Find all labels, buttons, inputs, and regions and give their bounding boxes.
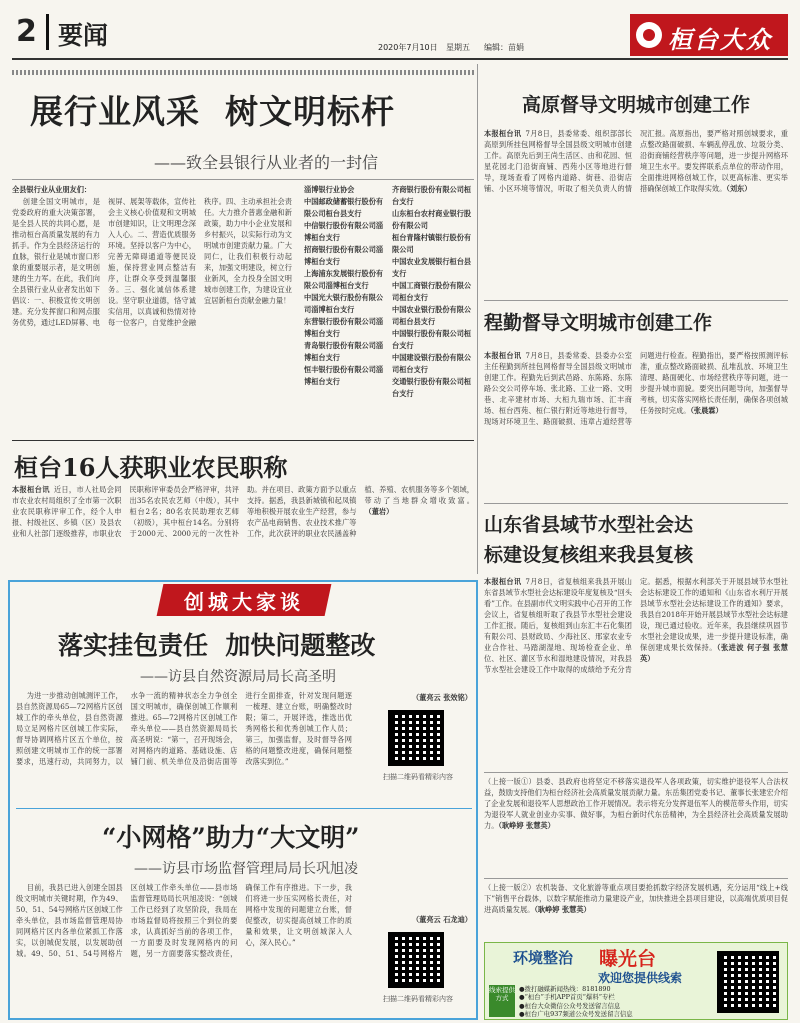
editor-name: 编辑：苗娟: [484, 43, 524, 52]
ad-contact-line: ●桓台大众微信公众号发送留言信息: [519, 1001, 621, 1010]
news1-title: 桓台16人获职业农民职称: [14, 453, 288, 482]
continuation-2: [484, 882, 788, 940]
article1-author: （董亮云 张效铭）: [411, 693, 472, 702]
article2-body: 目前，我县已进入创建全国县级文明城市关键时期，作为49、50、51、54号网格片区创城工作牵头单位，县市场监督管理局协同网格片区内各单位紧抓工作落实，以创城促发展，以发展助创城。49、50、51、54号网格片区创城工作牵头单位——县市场监督管理局局长巩旭凌说：“创城工作已经到了攻坚阶段，我局在市场监督局将按照三个到位的要求，认真抓好当前的各项工作，一方面要及时发现网格内的问题，另一方面要落实整改责任，确保工作有序推进。下一步，我们将进一步压实网格长责任，对网格中发现的问题建立台账，督促整改，切实提高创城工作的质量和效果，让文明创城深入人心，深入民心。”: [16, 883, 352, 958]
ad-title-b: 曝光台: [599, 948, 657, 970]
article2-author: （董亮云 石龙迪）: [411, 915, 472, 924]
ad-contact-list: [519, 985, 705, 1019]
news1-body: 近日，市人社局会同市农业农村局组织了全市第一次职业农民职称评审工作，经个人申报、村级社区、乡镇（区）及县农业和人社部门逐级推荐，市职业农民职称评审委员会严格评审，共评出35名农民农艺师（中级），其中桓台2名；80名农民助理农艺师（初级），其中桓台14名。分别将于2000元、2000元的一次性补助。并在项目、政策方面予以重点支持。据悉，我县新城镇和起凤镇等地积极开展农业生产经营，参与农产品电商销售、农业技术推广等工作，此次获评的职业农民涵盖种植、养殖、农机服务等多个领域，带动了当地群众增收致富。: [12, 485, 474, 538]
letter-title: 展行业风采 树文明标杆: [30, 92, 395, 131]
news-water: [484, 506, 788, 772]
page-number: 2: [16, 14, 37, 49]
news1-body-wrap: [12, 484, 474, 576]
news-a-lead: 本报桓台讯: [484, 129, 522, 138]
right-divider-1: [484, 300, 788, 301]
signatory: 齐商银行股份有限公司桓台支行: [392, 185, 472, 206]
news-c-lead: 本报桓台讯: [484, 577, 522, 586]
article2-qr-code[interactable]: [388, 932, 444, 988]
news-c-title-2: 标建设复核组来我县复核: [484, 544, 694, 566]
signatory: 中国建设银行股份有限公司桓台支行: [392, 353, 472, 374]
note1-author: （耿峥婷 张慧英）: [498, 821, 555, 830]
article1-body: 为进一步推动创城测评工作，县自然资源局65—72网格片区创城工作的牵头单位，县自然资源局立足网格片区创城工作实际，督导协调网格片区五个单位，按照创建文明城市工作的统一部署要求，迅速行动，共同努力，以水争一流的精神状态全力争创全国文明城市，确保创城工作顺利推进。65—72网格片区创城工作牵头单位——县自然资源局局长高圣明说：“第一，召开现场会，对网格内的道路、基础设施、店铺门前、机关单位及沿街店面等进行全面排查，针对发现问题逐一梳理、建立台账，明确整改时限；第二，开展评选，推选出优秀网格长和优秀创城工作人员；第三，加强监督，及时督导各网格的问题整改进度，确保问题整改落实到位。”: [16, 691, 352, 766]
jiancheng-banner: [157, 584, 332, 616]
news1-author: （董岩）: [364, 507, 394, 516]
letter-title-top-rule: [12, 70, 474, 75]
news-b-lead: 本报桓台讯: [484, 351, 522, 360]
letter-subtitle: ——致全县银行从业者的一封信: [154, 153, 379, 172]
signatory: 中国工商银行股份有限公司桓台支行: [392, 281, 472, 302]
jiancheng-panel: [8, 580, 478, 1020]
article1-subtitle: ——访县自然资源局局长高圣明: [140, 669, 336, 685]
ad-slogan: 欢迎您提供线索: [597, 971, 682, 985]
letter-article: [12, 64, 474, 439]
ad-contact-line: ●桓台广电937频道公众号发送留言信息: [519, 1010, 633, 1019]
letter-sub-rule: [12, 179, 474, 180]
continuation-1: [484, 776, 788, 876]
signatory: 山东桓台农村商业银行股份有限公司: [392, 209, 472, 230]
signatory: 淄博银行业协会: [304, 185, 355, 194]
news-a-author: （刘东）: [726, 184, 752, 193]
ad-contact-line: ●拨打融媒新闻热线：8181890: [519, 985, 611, 993]
article1-qr-caption: 扫描二维码看精彩内容: [383, 773, 453, 781]
paper-logo: [630, 14, 788, 56]
header-rule: [12, 58, 788, 60]
signatory: 东营银行股份有限公司淄博桓台支行: [304, 317, 384, 338]
panel-divider: [16, 808, 472, 809]
news-b-title: 程勤督导文明城市创建工作: [484, 312, 713, 334]
signatory: 中国邮政储蓄银行股份有限公司桓台县支行: [304, 197, 384, 218]
news1-top-rule: [12, 440, 474, 441]
article2-qr-caption: 扫描二维码看精彩内容: [383, 995, 453, 1003]
signatory: 中国农业发展银行桓台县支行: [392, 257, 472, 278]
paper-name: 桓台大众: [668, 25, 772, 52]
letter-body: 创建全国文明城市，是党委政府的重大决策部署，是全县人民的共同心愿，是推动桓台高质量发展的有力抓手。作为全县经济运行的血脉，银行业是城市窗口形象的重要展示者，是文明创建的生力军。在此，我们向全县银行业从业者发出如下倡议：一、积极宣传文明创建。充分发挥窗口和网点服务优势，通过LED屏幕、电视屏、展架等载体，宣传社会主义核心价值观和文明城市创建知识，让文明理念深入人心。二、营造优质服务环境。坚持以客户为中心，完善无障碍通道等便民设施，保持营业网点整洁有序，让群众享受到温馨服务。三、强化诚信体系建设。坚守职业道德，恪守诚实信用，以真诚和热情对待每一位客户，自觉维护金融秩序。四、主动承担社会责任。大力推介普惠金融和新政策，助力中小企业发展和乡村振兴，以实际行动为文明城市创建贡献力量。广大同仁，让我们积极行动起来，加强文明建设，树立行业新风，全力投身全国文明城市创建工作，为建设宜业宜居新桓台贡献金融力量！: [12, 197, 292, 327]
news1-lead: 本报桓台讯: [12, 485, 50, 494]
issue-date: 2020年7月10日: [378, 43, 438, 52]
signatory: 中信银行股份有限公司淄博桓台支行: [304, 221, 384, 242]
note1-text: （上接一版①）县委、县政府也将坚定不移落实退役军人各项政策，切实维护退役军人合法权益，鼓励支持他们为桓台经济社会高质量发展贡献力量。东岳集团党委书记、董事长张建宏介绍了企业发展和退役军人思想政治工作开展情况。表示将充分发挥退伍军人的模范带头作用，切实为退役军人就业创业办实事、做好事，为桓台新时代东岳精神，为全县经济社会高质量发展助力。: [484, 777, 788, 830]
exposure-ad: [484, 942, 788, 1020]
signatory: 中国光大银行股份有限公司淄博桓台支行: [304, 293, 384, 314]
signatory: 中国银行股份有限公司桓台支行: [392, 329, 472, 350]
ad-contact-line: ●“桓台”手机APP首页“爆料”专栏: [519, 993, 615, 1002]
letter-signatories: [304, 184, 474, 436]
news-a-title: 高原督导文明城市创建工作: [521, 94, 750, 116]
news-b-author: （张晨霖）: [690, 406, 723, 415]
ad-qr-code[interactable]: [717, 951, 779, 1013]
column-divider: [477, 64, 478, 574]
news-chengqin: [484, 302, 788, 502]
article1-qr-code[interactable]: [388, 710, 444, 766]
signatory: 恒丰银行股份有限公司淄博桓台支行: [304, 365, 384, 386]
signatory: 桓台青隆村镇银行股份有限公司: [392, 233, 472, 254]
note2-text: （上接一版②）农机装备、文化旅游等重点项目要抢抓数字经济发展机遇，充分运用“线上+线下”销售平台载体，以数字赋能推动力量建设产业，加快推进全县项目建设，以高端优质项目促进高质量发展。: [484, 883, 788, 914]
news-a-body-wrap: [484, 128, 788, 318]
jiancheng-banner-text: 创城大家谈: [184, 590, 304, 614]
right-divider-3: [484, 772, 788, 773]
signatory: 青岛银行股份有限公司淄博桓台支行: [304, 341, 384, 362]
news-c-body: 7月8日，省复核组来我县开展山东省县域节水型社会达标建设年度复核及“回头看”工作。在县副市代文明实践中心召开的工作会议上，省复核组听取了我县节水型社会建设工作汇报。随后，复核组到山东汇丰石化集团有限公司、县财政局、少海社区、邢家农业专业合作社、马踏湖湿地、现场检查企业、单位、社区、灌区节水和湿地建设情况，对我县节水型社会建设工作中取得的成绩给予充分肯定。据悉，根据水利部关于开展县域节水型社会达标建设工作的通知和《山东省水利厅开展县域节水型社会达标建设工作的通知》要求，我县自2018年开始开展县域节水型社会达标建设，现已通过验收。近年来，我县继续巩固节水型社会建设成果，进一步提升建设标准，确保创建成果长效保持。: [484, 577, 788, 674]
right-divider-2: [484, 503, 788, 504]
note2-author: （耿峥婷 张慧英）: [534, 905, 591, 914]
news-b-body-wrap: [484, 350, 788, 500]
ad-side-label: 线索提供方式: [489, 985, 515, 1017]
ad-title-a: 环境整治: [513, 949, 574, 967]
article1-title: 落实挂包责任 加快问题整改: [58, 631, 376, 660]
logo-emblem-dot-icon: [643, 29, 655, 41]
letter-salutation: 全县银行业从业朋友们：: [12, 185, 92, 194]
news-gaoyuan: [484, 64, 788, 324]
article2-title: “小网格”助力“大文明”: [102, 823, 360, 852]
news-c-author: （张进波 何子强 张慧英）: [640, 643, 788, 663]
signatory: 上海浦东发展银行股份有限公司淄博桓台支行: [304, 269, 384, 290]
news-farmers: [12, 440, 474, 578]
right-divider-4: [484, 878, 788, 879]
news-c-body-wrap: [484, 576, 788, 772]
article2-subtitle: ——访县市场监督管理局局长巩旭凌: [134, 861, 358, 877]
news-a-body: 7月8日，县委常委、组织部部长高原到所挂包网格督导全国县级文明城市创建工作。高原先后到王尚生活区、由和花园、恒星花园北门沿街商铺、西苑小区等地进行督导，现场查看了网格内道路、街巷、沿街店铺、小区环境等情况，听取了相关负责人的情况汇报。高原指出，要严格对照创城要求，重点整改路面破损、车辆乱停乱放、垃圾分类、沿街商铺经营秩序等问题，进一步提升网格环境卫生水平。要发挥联系点单位的带动作用，全面推进网格创城工作，以更高标准、更实举措确保创城工作取得实效。: [484, 129, 788, 193]
section-title: 要闻: [58, 21, 109, 50]
page-header: [0, 0, 800, 62]
issue-weekday: 星期五: [446, 43, 470, 52]
news-c-title-1: 山东省县域节水型社会达: [484, 514, 694, 536]
header-divider: [46, 14, 49, 50]
signatory: 招商银行股份有限公司淄博桓台支行: [304, 245, 384, 266]
news-b-body: 7月8日，县委常委、县委办公室主任程勤到所挂包网格督导全国县级文明城市创建工作。程勤先后到武邑路、东陈路、东陈路公交公司停车场、张北路、工业一路、文明巷、北辛建材市场、大桓九瑞市场、汇丰商场、桓台西苑、桓仁银行附近等地进行督导，现场对环境卫生、路面破损、违章占道经营等问题进行检查。程勤指出，要严格按照测评标准，重点整改路面破损、乱堆乱放、环境卫生清理、路面硬化、市场经营秩序等问题，进一步提升城市面貌。要突出问题导向，加强督导考核，切实落实网格长责任制，确保各项创城任务按时完成。: [484, 351, 788, 426]
signatory: 中国农业银行股份有限公司桓台县支行: [392, 305, 472, 326]
signatory: 交通银行股份有限公司桓台支行: [392, 377, 472, 398]
